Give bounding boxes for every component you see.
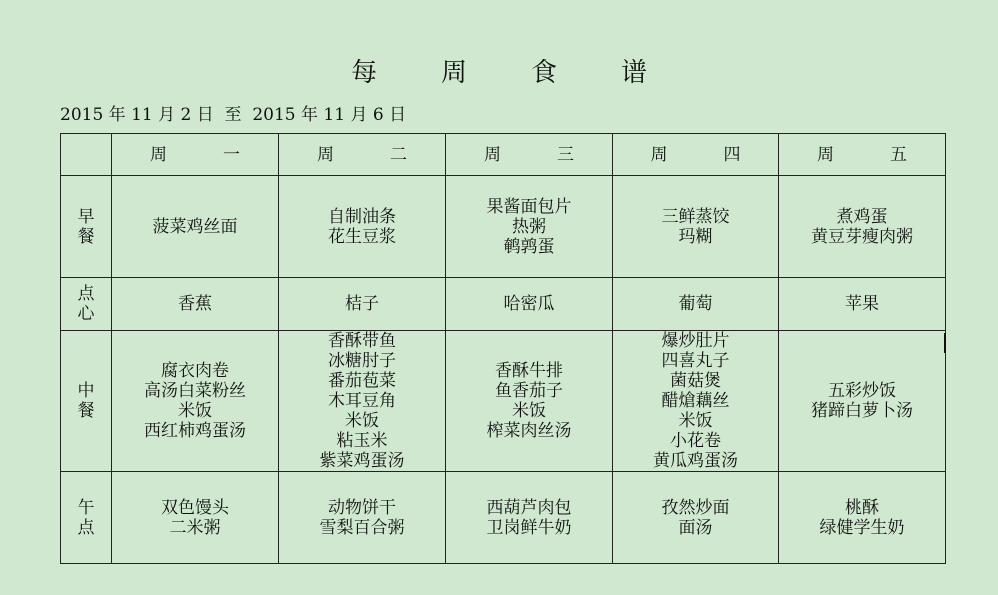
dish-name: 紫菜鸡蛋汤 (319, 451, 405, 471)
dish-name: 香酥牛排 (495, 361, 563, 381)
menu-cell (779, 176, 946, 278)
dish-name: 鱼香茄子 (495, 381, 563, 401)
dish-name: 玛糊 (678, 226, 713, 247)
menu-cell (279, 331, 446, 472)
dish-name: 木耳豆角 (328, 391, 396, 411)
menu-cell (279, 472, 446, 564)
dish-name: 黄瓜鸡蛋汤 (653, 451, 738, 471)
dish-name: 粘玉米 (336, 431, 388, 451)
dish-name: 花生豆浆 (328, 226, 396, 247)
dish-name: 葡萄 (678, 294, 713, 314)
dish-name: 绿健学生奶 (819, 517, 905, 538)
dish-name: 雪梨百合粥 (319, 517, 405, 538)
dish-name: 冰糖肘子 (328, 351, 396, 371)
menu-cell (613, 278, 779, 331)
dish-name: 桃酥 (845, 497, 879, 518)
meal-label-snack: 点 心 (61, 278, 112, 331)
day-header-thu: 周 四 (613, 134, 779, 176)
dish-name: 西红柿鸡蛋汤 (144, 421, 246, 441)
menu-table (60, 133, 946, 564)
dish-name: 四喜丸子 (661, 351, 730, 371)
menu-cell (446, 472, 613, 564)
dish-name: 桔子 (345, 294, 379, 314)
menu-cell (446, 176, 613, 278)
dish-name: 苹果 (845, 294, 879, 314)
menu-cell (112, 176, 279, 278)
dish-name: 腐衣肉卷 (161, 361, 229, 381)
day-header-wed: 周 三 (446, 134, 613, 176)
table-row (61, 331, 946, 472)
dish-name: 孜然炒面 (661, 497, 730, 518)
dish-name: 米饭 (345, 411, 379, 431)
dish-name: 热粥 (512, 216, 546, 237)
menu-cell (613, 472, 779, 564)
dish-name: 菌菇煲 (670, 371, 721, 391)
dish-name: 双色馒头 (161, 497, 229, 518)
menu-cell (112, 472, 279, 564)
table-row (61, 472, 946, 564)
dish-name: 猪蹄白萝卜汤 (811, 401, 913, 421)
dish-name: 自制油条 (328, 206, 396, 227)
text-cursor (944, 333, 946, 353)
day-header-fri: 周 五 (779, 134, 946, 176)
corner-cell (61, 134, 112, 176)
title-char: 谱 (621, 58, 648, 88)
meal-label-lunch: 中 餐 (61, 331, 112, 472)
dish-name: 果酱面包片 (486, 196, 572, 217)
date-range: 2015 年 11 月 2 日 至 2015 年 11 月 6 日 (60, 105, 407, 125)
page-title (0, 52, 998, 89)
day-header-mon: 周 一 (112, 134, 279, 176)
menu-cell (779, 278, 946, 331)
dish-name: 米饭 (512, 401, 546, 421)
dish-name: 菠菜鸡丝面 (152, 216, 238, 237)
meal-label-afternoon: 午 点 (61, 472, 112, 564)
dish-name: 三鲜蒸饺 (661, 206, 730, 227)
dish-name: 番茄苞菜 (328, 371, 396, 391)
menu-cell (613, 176, 779, 278)
title-char: 周 (440, 58, 467, 88)
dish-name: 煮鸡蛋 (836, 206, 888, 227)
dish-name: 爆炒肚片 (661, 331, 730, 351)
dish-name: 香酥带鱼 (328, 331, 396, 351)
dish-name: 米饭 (678, 411, 713, 431)
dish-name: 醋熗藕丝 (661, 391, 730, 411)
day-header-tue: 周 二 (279, 134, 446, 176)
dish-name: 动物饼干 (328, 497, 396, 518)
dish-name: 西葫芦肉包 (486, 497, 572, 518)
dish-name: 哈密瓜 (503, 294, 555, 314)
meal-label-breakfast: 早 餐 (61, 176, 112, 278)
title-char: 每 (350, 58, 377, 88)
menu-cell (112, 331, 279, 472)
dish-name: 五彩炒饭 (828, 381, 896, 401)
menu-cell (446, 278, 613, 331)
dish-name: 面汤 (678, 517, 713, 538)
menu-cell (779, 472, 946, 564)
menu-cell (779, 331, 946, 472)
table-header-row (61, 134, 946, 176)
dish-name: 鹌鹑蛋 (503, 236, 555, 257)
dish-name: 黄豆芽瘦肉粥 (811, 226, 913, 247)
table-row (61, 176, 946, 278)
table-row (61, 278, 946, 331)
menu-cell (112, 278, 279, 331)
dish-name: 卫岗鲜牛奶 (486, 517, 572, 538)
menu-cell (613, 331, 779, 472)
dish-name: 香蕉 (178, 294, 212, 314)
dish-name: 高汤白菜粉丝 (144, 381, 246, 401)
dish-name: 二米粥 (169, 517, 221, 538)
menu-cell (279, 176, 446, 278)
dish-name: 小花卷 (670, 431, 721, 451)
title-char: 食 (531, 58, 558, 88)
menu-cell (279, 278, 446, 331)
dish-name: 榨菜肉丝汤 (486, 421, 572, 441)
dish-name: 米饭 (178, 401, 212, 421)
menu-cell (446, 331, 613, 472)
